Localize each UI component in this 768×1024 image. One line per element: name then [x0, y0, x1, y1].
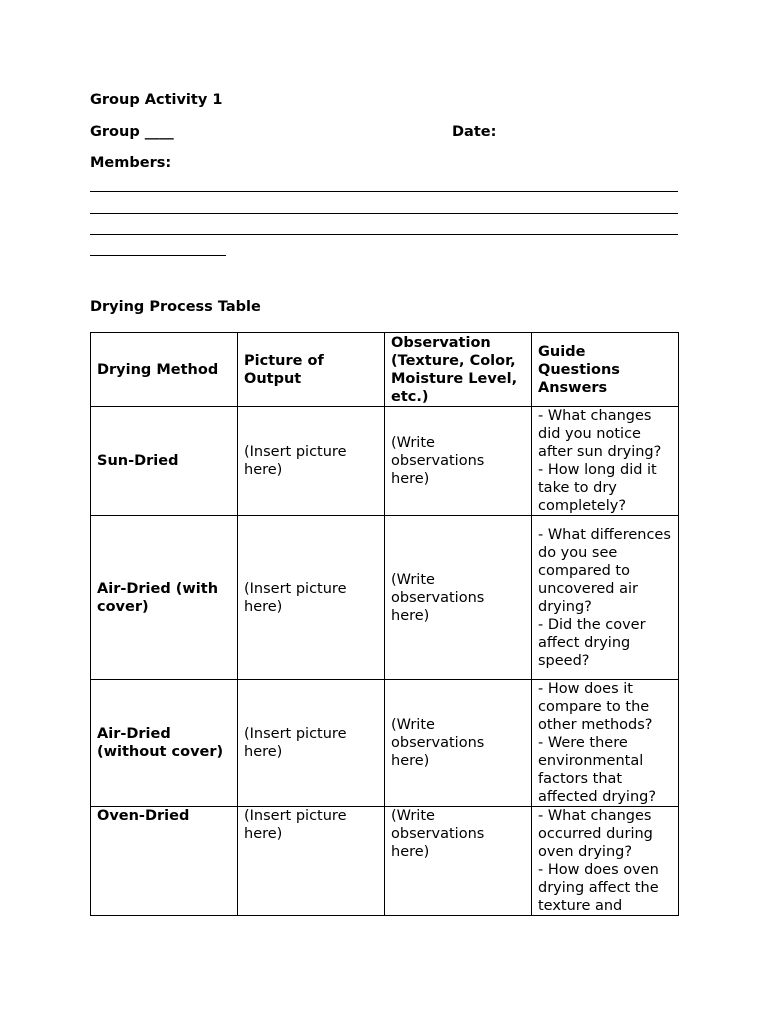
drying-process-table — [90, 332, 679, 916]
column-header-questions: Guide Questions Answers — [532, 333, 679, 407]
questions-cell: - What changes occurred during oven drying? - How does oven drying affect the texture and — [532, 807, 679, 916]
column-header-method: Drying Method — [91, 333, 238, 407]
members-line-4 — [90, 255, 226, 256]
column-header-picture: Picture of Output — [238, 333, 385, 407]
picture-cell: (Insert picture here) — [238, 407, 385, 516]
table-row — [91, 807, 679, 916]
picture-cell: (Insert picture here) — [238, 516, 385, 680]
date-label: Date: — [452, 124, 497, 140]
members-line-2 — [90, 213, 678, 214]
members-label: Members: — [90, 155, 172, 171]
table-row — [91, 680, 679, 807]
observation-cell: (Write observations here) — [385, 680, 532, 807]
questions-cell: - What changes did you notice after sun drying? - How long did it take to dry completely? — [532, 407, 679, 516]
method-cell: Air-Dried (without cover) — [91, 680, 238, 807]
table-title: Drying Process Table — [90, 299, 261, 315]
table-header-row — [91, 333, 679, 407]
picture-cell: (Insert picture here) — [238, 807, 385, 916]
table-row — [91, 407, 679, 516]
method-cell: Oven-Dried — [91, 807, 238, 916]
method-cell: Air-Dried (with cover) — [91, 516, 238, 680]
picture-cell: (Insert picture here) — [238, 680, 385, 807]
members-line-1 — [90, 191, 678, 192]
activity-title: Group Activity 1 — [90, 92, 223, 108]
questions-cell: - How does it compare to the other methods? - Were there environmental factors that affected drying? — [532, 680, 679, 807]
table-row — [91, 516, 679, 680]
observation-cell: (Write observations here) — [385, 407, 532, 516]
questions-cell: - What differences do you see compared to uncovered air drying? - Did the cover affect drying speed? — [532, 516, 679, 680]
observation-cell: (Write observations here) — [385, 807, 532, 916]
method-cell: Sun-Dried — [91, 407, 238, 516]
observation-cell: (Write observations here) — [385, 516, 532, 680]
column-header-observation: Observation (Texture, Color, Moisture Level, etc.) — [385, 333, 532, 407]
members-line-3 — [90, 234, 678, 235]
group-label: Group ____ — [90, 124, 174, 140]
